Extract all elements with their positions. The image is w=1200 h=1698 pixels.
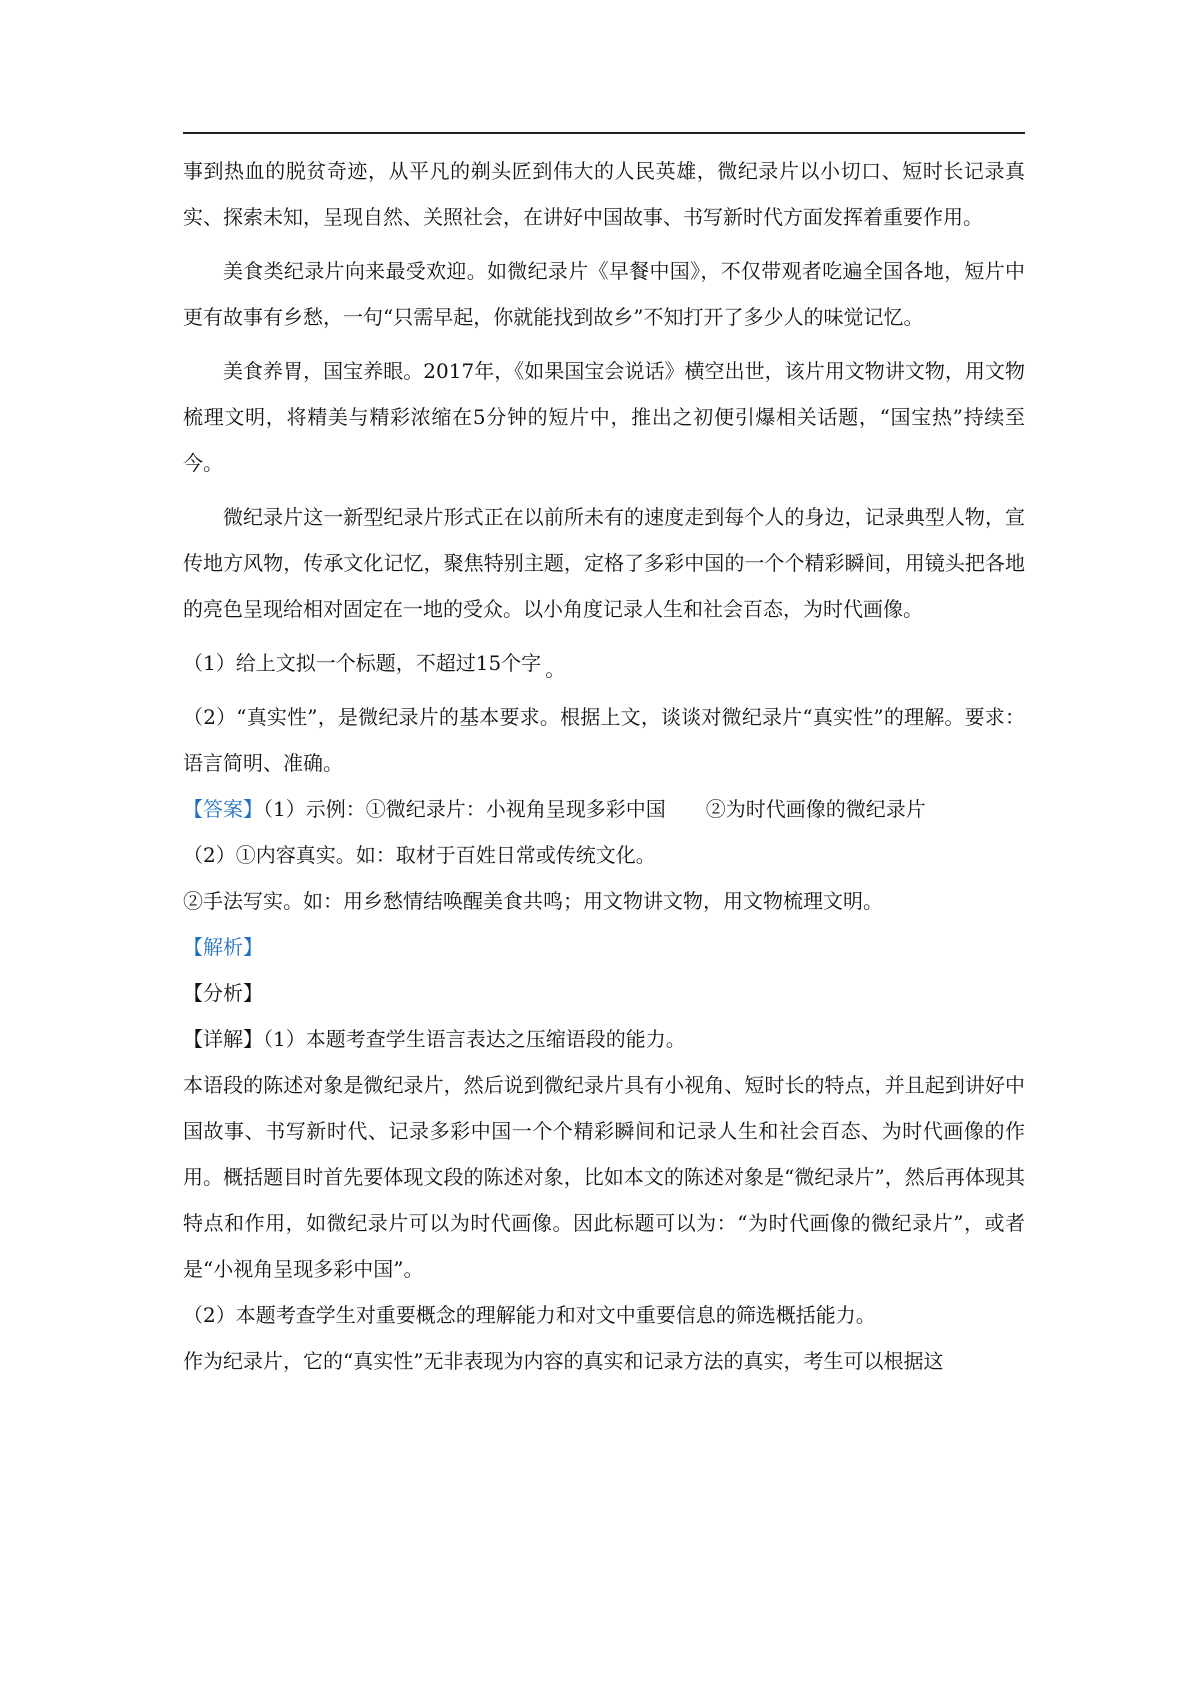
detail-line [183, 1016, 1025, 1062]
passage-paragraph-4: 微纪录片这一新型纪录片形式正在以前所未有的速度走到每个人的身边，记录典型人物，宣传地方风物，传承文化记忆，聚焦特别主题，定格了多彩中国的一个个精彩瞬间，用镜头把各地的亮色呈现给相对固定在一地的受众。以小角度记录人生和社会百态，为时代画像。 [183, 505, 1025, 621]
passage-paragraph-2: 美食类纪录片向来最受欢迎。如微纪录片《早餐中国》，不仅带观者吃遍全国各地，短片中更有故事有乡愁，一句“只需早起，你就能找到故乡”不知打开了多少人的味觉记忆。 [183, 259, 1025, 329]
answer-line-1-text: （1）示例：①微纪录片：小视角呈现多彩中国 ②为时代画像的微纪录片 [263, 797, 926, 821]
analysis-paragraph-1: 本语段的陈述对象是微纪录片，然后说到微纪录片具有小视角、短时长的特点，并且起到讲好中国故事、书写新时代、记录多彩中国一个个精彩瞬间和记录人生和社会百态、为时代画像的作用。概括题目时首先要体现文段的陈述对象，比如本文的陈述对象是“微纪录片”，然后再体现其特点和作用，如微纪录片可以为时代画像。因此标题可以为：“为时代画像的微纪录片”，或者是“小视角呈现多彩中国”。 [183, 1073, 1025, 1281]
detail-q1-text: （1）本题考查学生语言表达之压缩语段的能力。 [263, 1027, 686, 1051]
analysis-q2: （2）本题考查学生对重要概念的理解能力和对文中重要信息的筛选概括能力。 [183, 1303, 876, 1327]
answer-line-2: （2）①内容真实。如：取材于百姓日常或传统文化。 [183, 843, 656, 867]
passage-paragraph-1: 事到热血的脱贫奇迹，从平凡的剃头匠到伟大的人民英雄，微纪录片以小切口、短时长记录真实、探索未知，呈现自然、关照社会，在讲好中国故事、书写新时代方面发挥着重要作用。 [183, 159, 1025, 229]
document-body [183, 148, 1025, 1384]
question-1-text: （1）给上文拟一个标题，不超过15个字 [183, 651, 542, 675]
answer-tag: 【答案】 [183, 797, 263, 821]
detail-tag: 【详解】 [183, 1027, 263, 1051]
question-2: （2）“真实性”，是微纪录片的基本要求。根据上文，谈谈对微纪录片“真实性”的理解。要求：语言简明、准确。 [183, 705, 1025, 775]
question-1 [183, 640, 1025, 686]
answer-line-1 [183, 786, 1025, 832]
answer-line-3: ②手法写实。如：用乡愁情结唤醒美食共鸣；用文物讲文物，用文物梳理文明。 [183, 889, 883, 913]
analysis-tag: 【解析】 [183, 935, 263, 959]
passage-paragraph-3: 美食养胃，国宝养眼。2017年，《如果国宝会说话》横空出世，该片用文物讲文物，用文物梳理文明，将精美与精彩浓缩在5分钟的短片中，推出之初便引爆相关话题，“国宝热”持续至今。 [183, 359, 1025, 475]
analysis-paragraph-2: 作为纪录片，它的“真实性”无非表现为内容的真实和记录方法的真实，考生可以根据这 [183, 1349, 944, 1373]
fenxi-tag: 【分析】 [183, 981, 263, 1005]
header-rule [183, 132, 1025, 134]
question-1-end: 。 [545, 657, 566, 681]
